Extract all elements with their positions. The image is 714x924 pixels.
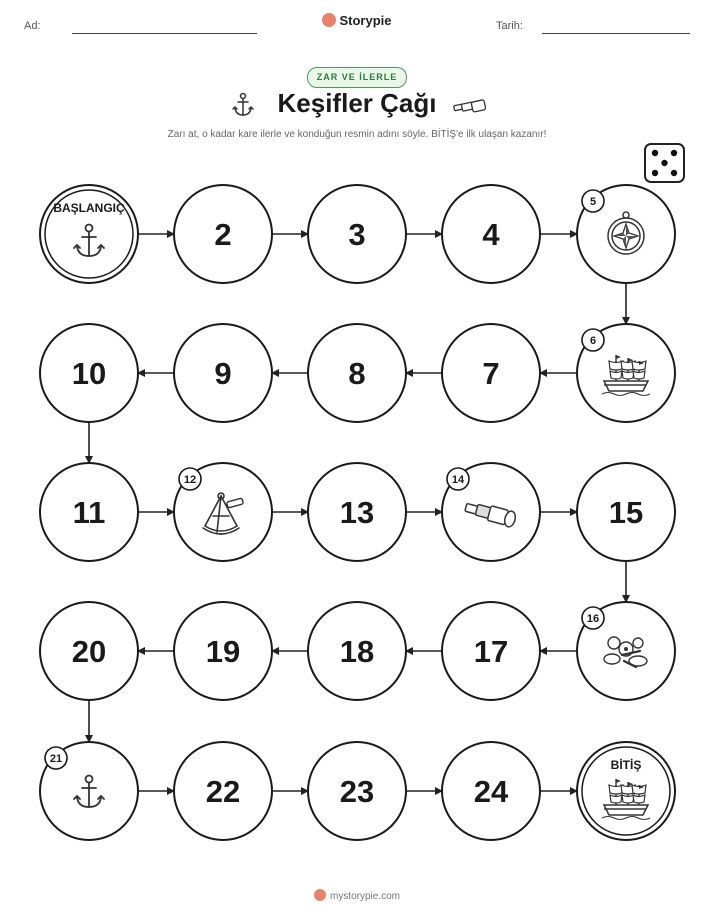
board-space-25	[577, 742, 675, 840]
board-space-21	[40, 742, 138, 840]
storypie-logo-icon	[314, 889, 326, 901]
space-number: 5	[589, 196, 597, 208]
board-space-5	[577, 185, 675, 283]
instructions: Zarı at, o kadar kare ilerle ve konduğun resmin adını söyle. BİTİŞ'e ilk ulaşan kazanır!	[167, 129, 547, 140]
board-space-8	[308, 324, 406, 422]
space-number: 10	[71, 356, 107, 391]
date-label: Tarih:	[496, 20, 523, 32]
page-title: Keşifler Çağı	[277, 88, 437, 118]
game-type-badge: ZAR VE İLERLE	[307, 67, 407, 88]
board-space-6	[577, 324, 675, 422]
footer-url: mystorypie.com	[329, 891, 400, 902]
board-space-16	[577, 602, 675, 700]
board-space-7	[442, 324, 540, 422]
board-space-19	[174, 602, 272, 700]
board-space-1	[40, 185, 138, 283]
finish-label: BİTİŞ	[610, 758, 642, 772]
space-number: 7	[482, 356, 500, 391]
space-number: 18	[339, 634, 375, 669]
space-number: 12	[183, 474, 197, 486]
board-space-17	[442, 602, 540, 700]
board-space-15	[577, 463, 675, 561]
footer	[0, 889, 714, 902]
board-space-14	[442, 463, 540, 561]
space-number: 24	[473, 774, 509, 809]
space-number: 20	[71, 634, 107, 669]
space-number: 2	[214, 217, 232, 252]
board-space-10	[40, 324, 138, 422]
board-space-12	[174, 463, 272, 561]
space-number: 11	[72, 495, 106, 530]
board-space-4	[442, 185, 540, 283]
board-space-2	[174, 185, 272, 283]
name-label: Ad:	[24, 20, 41, 32]
space-number: 17	[473, 634, 509, 669]
board-space-13	[308, 463, 406, 561]
space-number: 21	[49, 753, 63, 765]
board-space-11	[40, 463, 138, 561]
board-space-9	[174, 324, 272, 422]
space-number: 15	[608, 495, 644, 530]
start-label: BAŞLANGIÇ	[53, 201, 125, 215]
board-space-24	[442, 742, 540, 840]
space-number: 16	[586, 613, 600, 625]
space-number: 14	[451, 474, 465, 486]
space-number: 3	[348, 217, 366, 252]
space-number: 4	[482, 217, 500, 252]
space-number: 6	[589, 335, 597, 347]
board-space-23	[308, 742, 406, 840]
space-number: 19	[205, 634, 241, 669]
board-space-18	[308, 602, 406, 700]
space-number: 22	[205, 774, 241, 809]
brand-name: Storypie	[339, 13, 392, 28]
board-space-3	[308, 185, 406, 283]
space-number: 9	[214, 356, 232, 391]
board-space-20	[40, 602, 138, 700]
space-number: 13	[339, 495, 375, 530]
board-space-22	[174, 742, 272, 840]
space-number: 8	[348, 356, 366, 391]
space-number: 23	[339, 774, 375, 809]
